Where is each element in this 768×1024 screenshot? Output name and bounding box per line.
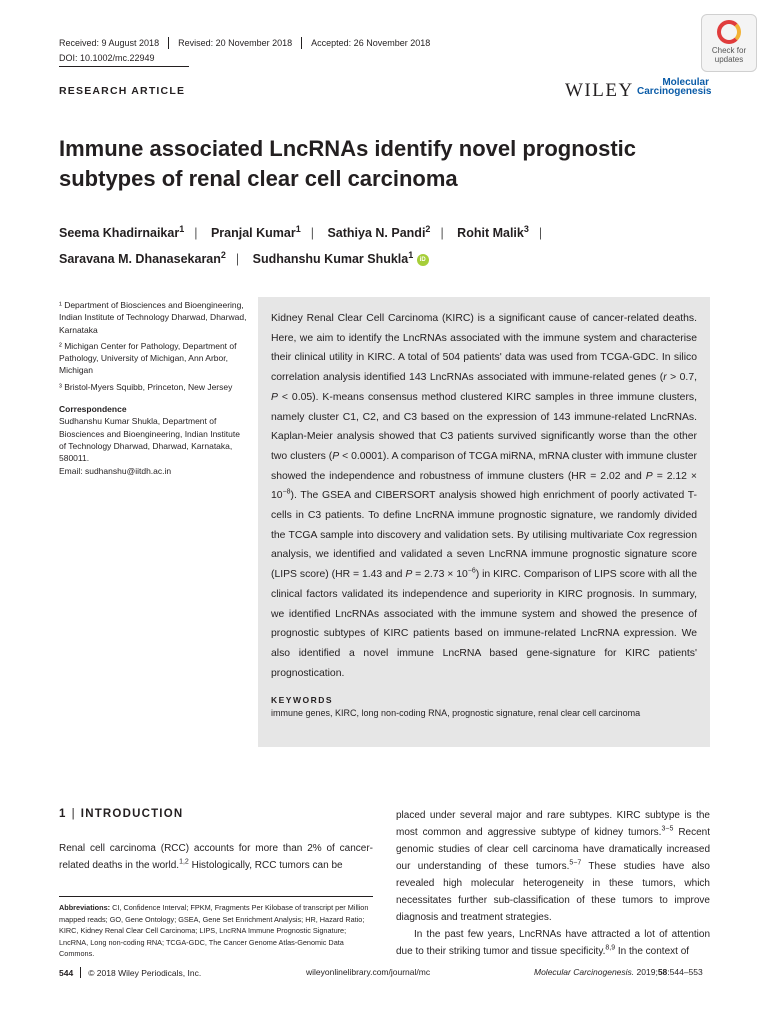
crossmark-icon xyxy=(717,20,741,44)
author-affiliation-mark: 2 xyxy=(220,249,226,260)
author-affiliation-mark: 1 xyxy=(408,249,414,260)
divider xyxy=(301,37,302,49)
abbreviations-label: Abbreviations: xyxy=(59,903,111,912)
correspondence-heading: Correspondence xyxy=(59,404,127,415)
article-dates xyxy=(59,37,430,49)
correspondence-email[interactable]: Email: sudhanshu@iitdh.ac.in xyxy=(59,465,172,476)
author-name[interactable]: Rohit Malik xyxy=(457,226,524,240)
keywords: immune genes, KIRC, long non-coding RNA, prognostic signature, renal clear cell carcinoma xyxy=(271,708,641,719)
abbreviations-text: CI, Confidence Interval; FPKM, Fragments Per Kilobase of transcript per Million mapped reads; GO, Gene Ontology; GSEA, Gene Set Enrichment Analysis; HR, Hazard Ratio; KIRC, Kidney Renal Clear Cell Carcinoma; LIPS, LncRNA Immune Prognostic Signature; LncRNA, Long non-coding RNA; TCGA-GDC, The Cancer Genome Atlas-Genomic Data Commons. xyxy=(59,903,369,958)
journal-url[interactable]: wileyonlinelibrary.com/journal/mc xyxy=(306,967,431,977)
author-name[interactable]: Saravana M. Dhanasekaran xyxy=(59,252,221,266)
intro-right-paragraph-2: In the past few years, LncRNAs have attracted a lot of attention due to their striking tumor and tissue specificity.$^{8,9}$ In the context of xyxy=(396,929,710,957)
page-number: 544 xyxy=(59,967,74,978)
author-affiliation-mark: 3 xyxy=(523,223,529,234)
author-affiliation-mark: 2 xyxy=(425,223,431,234)
footer-left xyxy=(59,967,201,978)
copyright: © 2018 Wiley Periodicals, Inc. xyxy=(88,967,202,978)
journal-logo-line1: Molecular xyxy=(662,77,709,88)
intro-right-paragraph: placed under several major and rare subtypes. KIRC subtype is the most common and aggressive subtype of kidney tumors.$^{3-5}$ Recent genomic studies of clear cell carcinoma have dramatically increased our understanding of these tumors.$^{5-7}$ These studies have also revealed high molecular heterogeneity in these tumors, which necessitates further sub-classification of these tumors to improve diagnosis and treatment strategies. xyxy=(396,810,710,923)
author-name[interactable]: Pranjal Kumar xyxy=(210,226,296,240)
citation: Molecular Carcinogenesis. 2019;58:544–553 xyxy=(534,967,703,977)
author-list: Seema Khadirnaikar$^1$ | Pranjal Kumar$^1$ | Sathiya N. Pandi$^2$ | Rohit Malik$^3$ | Saravana M. Dhanasekaran$^2$ | Sudhanshu Kumar Shukla$^1$ iD xyxy=(59,223,543,266)
divider xyxy=(80,967,81,978)
header-rule xyxy=(59,66,189,67)
author-affiliation-mark: 1 xyxy=(295,223,301,234)
footnote-rule xyxy=(59,896,373,897)
author-name[interactable]: Sathiya N. Pandi xyxy=(327,226,426,240)
section-number: 1 xyxy=(59,808,67,820)
updates-label: updates xyxy=(714,55,744,64)
accepted-date: Accepted: 26 November 2018 xyxy=(311,38,431,48)
abbreviations-footnote xyxy=(59,902,373,960)
doi[interactable]: DOI: 10.1002/mc.22949 xyxy=(59,53,155,63)
article-title: Immune associated LncRNAs identify novel prognostic subtypes of renal clear cell carcinoma xyxy=(59,136,636,191)
affiliation-1: ¹ Department of Biosciences and Bioengineering, Indian Institute of Technology Dharwad, Dharwad, Karnataka xyxy=(59,300,247,335)
author-name[interactable]: Seema Khadirnaikar xyxy=(59,226,180,240)
author-affiliation-mark: 1 xyxy=(179,223,185,234)
affiliation-2: ² Michigan Center for Pathology, Department of Pathology, University of Michigan, Ann Arbor, Michigan xyxy=(59,340,237,376)
check-for-updates-badge[interactable] xyxy=(701,14,757,72)
section-heading: 1 | INTRODUCTION xyxy=(59,808,184,820)
publisher-logo: WILEY xyxy=(565,80,634,101)
article-type: RESEARCH ARTICLE xyxy=(59,85,186,97)
abstract-box xyxy=(258,297,710,747)
affiliation-3: ³ Bristol-Myers Squibb, Princeton, New Jersey xyxy=(59,381,233,392)
journal-logo-line2: Carcinogenesis xyxy=(637,86,712,97)
keywords-heading: KEYWORDS xyxy=(271,695,334,706)
section-title: INTRODUCTION xyxy=(80,808,184,820)
orcid-icon[interactable]: iD xyxy=(417,254,429,266)
affiliations xyxy=(59,299,249,481)
journal-logo xyxy=(637,77,712,97)
revised-date: Revised: 20 November 2018 xyxy=(178,38,293,48)
check-label: Check for xyxy=(711,46,747,55)
received-date: Received: 9 August 2018 xyxy=(59,38,160,48)
intro-left-paragraph: Renal cell carcinoma (RCC) accounts for more than 2% of cancer-related deaths in the world.$^{1,2}$ Histologically, RCC tumors can be xyxy=(59,843,373,871)
author-name[interactable]: Sudhanshu Kumar Shukla xyxy=(252,252,409,266)
abstract-text: Kidney Renal Clear Cell Carcinoma (KIRC) is a significant cause of cancer-related deaths. Here, we aim to identify the LncRNAs associated with the immune system and characterise their clinical utility in KIRC. A total of 504 patients' data was used from TCGA-GDC. In silico correlation analysis identified 143 LncRNAs associated with immune-related genes (r > 0.7, P < 0.05). K-means consensus method clustered KIRC samples in three immune clusters, namely cluster C1, C2, and C3 based on the expression of 143 immune-related LncRNAs. Kaplan-Meier analysis showed that C3 patients survived significantly worse than the other two clusters (P < 0.0001). A comparison of TCGA miRNA, mRNA cluster with immune cluster showed the independence and robustness of immune clusters (HR = 2.02 and $P = 2.12 \times 10^{-8}$). The GSEA and CIBERSORT analysis showed high enrichment of poorly activated T-cells in C3 patients. To define LncRNA immune prognostic signature, we randomly divided the TCGA sample into discovery and validation sets. By utilising multivariate Cox regression analysis, we identified and validated a seven LncRNA immune prognostic signature score (LIPS score) (HR = 1.43 and $P = 2.73 \times 10^{-6}$) in KIRC. Comparison of LIPS score with all the clinical factors validated its independence and superiority in KIRC prognosis. In summary, we identified LncRNAs associated with the immune system and showed the presence of prognostic subtypes of KIRC patients based on immune-related LncRNA expression. We also identified a novel immune LncRNA based gene-signature for KIRC patients' prognostication. xyxy=(271,313,698,679)
correspondence-address: Sudhanshu Kumar Shukla, Department of Biosciences and Bioengineering, Indian Institute of Technology Dharwad, Dharwad, Karnataka, 580011. xyxy=(59,416,240,464)
divider xyxy=(168,37,169,49)
